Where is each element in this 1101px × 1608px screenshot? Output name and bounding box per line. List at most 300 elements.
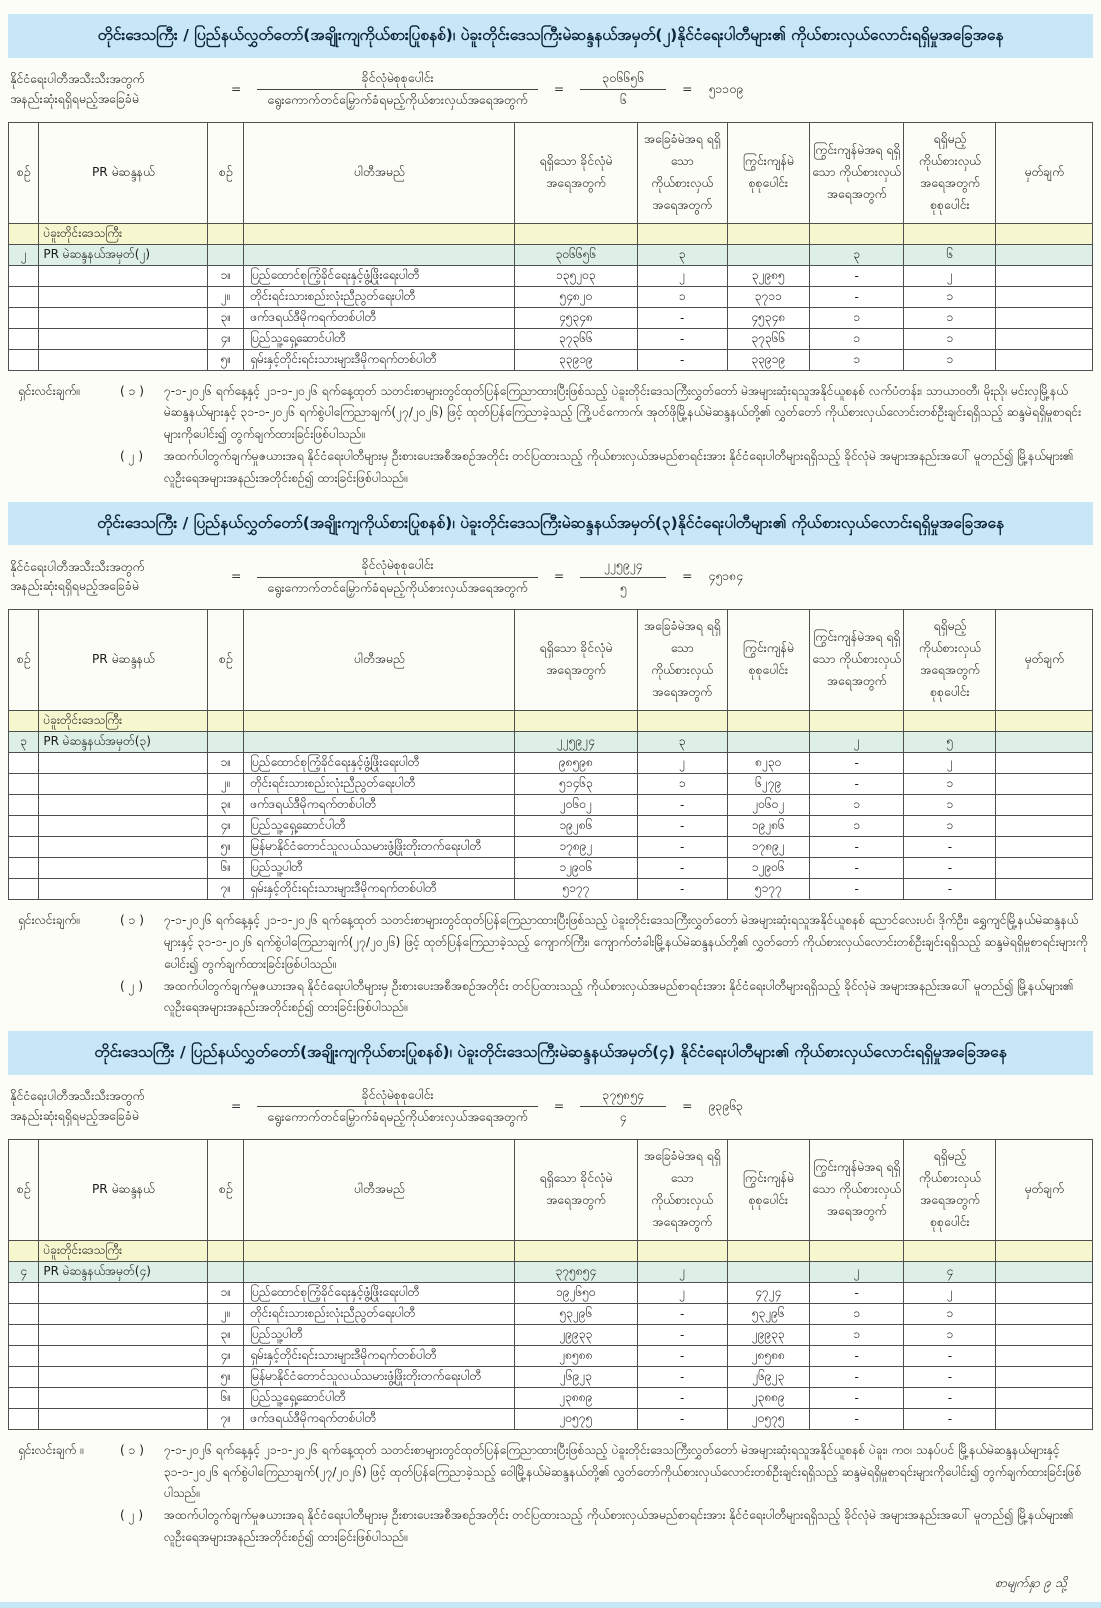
formula-fraction-values bbox=[580, 1085, 666, 1129]
serial-cell bbox=[9, 265, 39, 286]
quota-result-value: ၄၅၁၈၄ bbox=[708, 569, 744, 584]
table-row bbox=[9, 1303, 1093, 1324]
header-valid-votes: ရရှိသော ခိုင်လုံမဲအရေအတွက် bbox=[515, 122, 637, 223]
summary-total-reps-cell: ၆ bbox=[904, 244, 996, 265]
serial-cell bbox=[9, 774, 39, 795]
min-base-votes-formula bbox=[8, 549, 1093, 609]
remaining-reps-cell: - bbox=[810, 1387, 904, 1408]
region-name-cell: ပဲခူးတိုင်းဒေသကြီး bbox=[39, 1240, 208, 1261]
remark-cell bbox=[996, 349, 1093, 370]
remark-cell bbox=[996, 1282, 1093, 1303]
header-total-reps: ရရှိမည့် ကိုယ်စားလှယ် အရေအတွက် စုစုပေါင်း bbox=[904, 610, 996, 711]
party-name-cell: ပြည်သူ့ရှေ့ဆောင်ပါတီ bbox=[244, 816, 515, 837]
total-reps-cell: - bbox=[904, 1387, 996, 1408]
total-reps-cell: ၁ bbox=[904, 1324, 996, 1345]
remaining-reps-cell: - bbox=[810, 837, 904, 858]
remark-cell bbox=[996, 1303, 1093, 1324]
note-item bbox=[18, 976, 1089, 1020]
remaining-reps-cell: ၁ bbox=[810, 328, 904, 349]
region-row bbox=[9, 711, 1093, 732]
header-total-reps: ရရှိမည့် ကိုယ်စားလှယ် အရေအတွက် စုစုပေါင်း bbox=[904, 122, 996, 223]
base-reps-cell: - bbox=[637, 879, 727, 900]
table-row bbox=[9, 1324, 1093, 1345]
table-row bbox=[9, 265, 1093, 286]
summary-serial-cell: ၂ bbox=[9, 244, 39, 265]
remaining-votes-cell: ၃၃၉၁၉ bbox=[727, 349, 809, 370]
party-name-cell: ပြည်သူ့ရှေ့ဆောင်ပါတီ bbox=[244, 328, 515, 349]
remaining-reps-cell: ၁ bbox=[810, 1303, 904, 1324]
summary-base-reps-cell: ၂ bbox=[637, 1261, 727, 1282]
table-row bbox=[9, 1387, 1093, 1408]
note-text: ၇-၁-၂၀၂၆ ရက်နေ့နှင့် ၂၁-၁-၂၀၂၆ ရက်နေ့ထုတ် သတင်းစာများတွင်ထုတ်ပြန်ကြေညာထားပြီးဖြစ်သည့် ပဲခူးတိုင်းဒေသကြီးလွှတ်တော် မဲအများဆုံးရသူအနိုင်ယူစနစ် လက်ပံတန်း၊ သာယာဝတီ၊ မိုးညို၊ မင်းလှမြို့နယ် မဲဆန္ဒနယ်များနှင့် ၃၁-၁-၂၀၂၆ ရက်စွဲပါကြေညာချက်(၂၇/၂၀၂၆) ဖြင့် ထုတ်ပြန်ကြေညာခဲ့သည့် ကြို့ပင်ကောက်၊ အုတ်ဖိုမြို့နယ်မဲဆန္ဒနယ်တို့၏ လွှတ်တော် ကိုယ်စားလှယ်လောင်းတစ်ဦးချင်းရရှိသည့် ဆန္ဒမဲရရှိမှုစာရင်းများကိုပေါင်း၍ တွက်ချက်ထားခြင်းဖြစ်ပါသည်။ bbox=[164, 383, 1082, 442]
party-name-cell: တိုင်းရင်းသားစည်းလုံးညီညွတ်ရေးပါတီ bbox=[244, 774, 515, 795]
party-index-cell: ၄။ bbox=[208, 1345, 244, 1366]
header-party-name: ပါတီအမည် bbox=[244, 1140, 515, 1241]
section-title: တိုင်းဒေသကြီး / ပြည်နယ်လွှတ်တော်(အချိုးကျကိုယ်စားပြုစနစ်)၊ ပဲခူးတိုင်းဒေသကြီးမဲဆန္ဒနယ်အမှတ်(၄) နိုင်ငံရေးပါတီများ၏ ကိုယ်စားလှယ်လောင်းရရှိမှုအခြေအနေ bbox=[8, 1031, 1093, 1075]
table-row bbox=[9, 349, 1093, 370]
valid-votes-cell: ၂၀၅၇၅ bbox=[515, 1408, 637, 1429]
serial-cell bbox=[9, 286, 39, 307]
note-item bbox=[18, 1505, 1089, 1549]
remaining-votes-cell: ၄၇၂၄ bbox=[727, 1282, 809, 1303]
table-header-row bbox=[9, 1140, 1093, 1241]
base-reps-cell: - bbox=[637, 858, 727, 879]
remaining-votes-cell: ၁၂၉၀၆ bbox=[727, 858, 809, 879]
party-index-cell: ၁။ bbox=[208, 753, 244, 774]
summary-total-reps-cell: ၄ bbox=[904, 1261, 996, 1282]
valid-votes-cell: ၉၈၅၉၈ bbox=[515, 753, 637, 774]
summary-total-reps-cell: ၅ bbox=[904, 732, 996, 753]
serial-cell bbox=[9, 349, 39, 370]
party-index-cell: ၄။ bbox=[208, 328, 244, 349]
party-index-cell: ၇။ bbox=[208, 879, 244, 900]
header-serial2: စဉ် bbox=[208, 1140, 244, 1241]
table-row bbox=[9, 328, 1093, 349]
valid-votes-cell: ၃၇၃၆၆ bbox=[515, 328, 637, 349]
total-reps-cell: - bbox=[904, 1345, 996, 1366]
remaining-votes-cell: ၈၂၃၀ bbox=[727, 753, 809, 774]
constituency-cell bbox=[39, 1324, 208, 1345]
remaining-votes-cell: ၆၂၇၉ bbox=[727, 774, 809, 795]
party-name-cell: မြန်မာနိုင်ငံတောင်သူလယ်သမားဖွံ့ဖြိုးတိုးတက်ရေးပါတီ bbox=[244, 1366, 515, 1387]
total-reps-cell: ၁ bbox=[904, 286, 996, 307]
formula-fraction-words bbox=[257, 555, 538, 599]
remark-cell bbox=[996, 795, 1093, 816]
quota-result-value: ၅၁၁၀၉ bbox=[708, 81, 744, 96]
formula-lhs-line2: အနည်းဆုံးရရှိရမည့်အခြေခံမဲ bbox=[10, 1108, 139, 1123]
constituency-cell bbox=[39, 1345, 208, 1366]
table-row bbox=[9, 753, 1093, 774]
constituency-cell bbox=[39, 1282, 208, 1303]
table-row bbox=[9, 1408, 1093, 1429]
remaining-reps-cell: - bbox=[810, 1345, 904, 1366]
summary-remaining-reps-cell: ၃ bbox=[810, 244, 904, 265]
note-item bbox=[18, 381, 1089, 446]
valid-votes-cell: ၅၃၂၉၆ bbox=[515, 1303, 637, 1324]
party-name-cell: တိုင်းရင်းသားစည်းလုံးညီညွတ်ရေးပါတီ bbox=[244, 286, 515, 307]
results-table bbox=[8, 609, 1093, 900]
header-serial: စဉ် bbox=[9, 610, 39, 711]
remark-cell bbox=[996, 1387, 1093, 1408]
valid-votes-cell: ၃၃၉၁၉ bbox=[515, 349, 637, 370]
total-reps-cell: ၂ bbox=[904, 265, 996, 286]
table-row bbox=[9, 1282, 1093, 1303]
equals-sign: = bbox=[553, 1098, 565, 1113]
base-reps-cell: - bbox=[637, 349, 727, 370]
total-valid-votes-value: ၃၀၆၆၅၆ bbox=[602, 70, 644, 85]
note-number: ( ၁ ) bbox=[120, 383, 144, 398]
remark-cell bbox=[996, 265, 1093, 286]
seats-count-value: ၆ bbox=[580, 89, 666, 112]
region-name-cell: ပဲခူးတိုင်းဒေသကြီး bbox=[39, 711, 208, 732]
constituency-cell bbox=[39, 328, 208, 349]
header-valid-votes: ရရှိသော ခိုင်လုံမဲအရေအတွက် bbox=[515, 610, 637, 711]
formula-numerator-label: ခိုင်လုံမဲစုစုပေါင်း bbox=[361, 1087, 434, 1102]
party-name-cell: ဖက်ဒရယ်ဒီမိုကရက်တစ်ပါတီ bbox=[244, 795, 515, 816]
serial-cell bbox=[9, 1366, 39, 1387]
formula-fraction-words bbox=[257, 68, 538, 112]
party-index-cell: ၃။ bbox=[208, 1324, 244, 1345]
summary-serial-cell: ၄ bbox=[9, 1261, 39, 1282]
next-page-edge-strip bbox=[0, 1602, 1101, 1608]
total-reps-cell: - bbox=[904, 837, 996, 858]
valid-votes-cell: ၁၇၈၉၂ bbox=[515, 837, 637, 858]
base-reps-cell: - bbox=[637, 1366, 727, 1387]
explanation-notes bbox=[8, 900, 1093, 1021]
equals-sign: = bbox=[553, 81, 565, 96]
remaining-reps-cell: - bbox=[810, 858, 904, 879]
remaining-votes-cell: ၂၉၉၃၃ bbox=[727, 1324, 809, 1345]
remark-cell bbox=[996, 286, 1093, 307]
min-base-votes-formula bbox=[8, 62, 1093, 122]
serial-cell bbox=[9, 795, 39, 816]
total-reps-cell: ၁ bbox=[904, 307, 996, 328]
min-base-votes-formula bbox=[8, 1079, 1093, 1139]
summary-constituency-cell: PR မဲဆန္ဒနယ်အမှတ်(၄) bbox=[39, 1261, 208, 1282]
notes-label: ရှင်းလင်းချက် ။ bbox=[18, 1442, 84, 1457]
constituency-cell bbox=[39, 286, 208, 307]
remaining-votes-cell: ၂၆၉၂၃ bbox=[727, 1366, 809, 1387]
total-reps-cell: ၂ bbox=[904, 1282, 996, 1303]
equals-sign: = bbox=[682, 81, 693, 96]
constituency-cell bbox=[39, 1387, 208, 1408]
party-index-cell: ၂။ bbox=[208, 1303, 244, 1324]
remaining-reps-cell: - bbox=[810, 286, 904, 307]
remaining-reps-cell: - bbox=[810, 265, 904, 286]
formula-lhs-line2: အနည်းဆုံးရရှိရမည့်အခြေခံမဲ bbox=[10, 91, 139, 106]
formula-lhs-line1: နိုင်ငံရေးပါတီအသီးသီးအတွက် bbox=[10, 1089, 145, 1104]
header-remark: မှတ်ချက် bbox=[996, 122, 1093, 223]
base-reps-cell: ၂ bbox=[637, 265, 727, 286]
constituency-cell bbox=[39, 795, 208, 816]
constituency-cell bbox=[39, 858, 208, 879]
note-text: ၇-၁-၂၀၂၆ ရက်နေ့နှင့် ၂၁-၁-၂၀၂၆ ရက်နေ့ထုတ် သတင်းစာများတွင်ထုတ်ပြန်ကြေညာထားပြီးဖြစ်သည့် ပဲခူးတိုင်းဒေသကြီးလွှတ်တော် မဲအများဆုံးရသူအနိုင်ယူစနစ် ညောင်လေးပင်၊ ဒိုက်ဦး၊ ရွှေကျင်မြို့နယ်မဲဆန္ဒနယ်များနှင့် ၃၁-၁-၂၀၂၆ ရက်စွဲပါကြေညာချက်(၂၇/၂၀၂၆) ဖြင့် ထုတ်ပြန်ကြေညာခဲ့သည့် ကျောက်ကြီး၊ ကျောက်တံခါးမြို့နယ်မဲဆန္ဒနယ်တို့၏ လွှတ်တော် ကိုယ်စားလှယ်လောင်းတစ်ဦးချင်းရရှိသည့် ဆန္ဒမဲရရှိမှုစာရင်းများကိုပေါင်း၍ တွက်ချက်ထားခြင်းဖြစ်ပါသည်။ bbox=[164, 913, 1088, 971]
formula-fraction-values bbox=[580, 555, 666, 599]
valid-votes-cell: ၂၈၅၈၈ bbox=[515, 1345, 637, 1366]
note-number: ( ၂ ) bbox=[120, 1508, 144, 1523]
remark-cell bbox=[996, 1324, 1093, 1345]
party-index-cell: ၅။ bbox=[208, 837, 244, 858]
total-reps-cell: ၁ bbox=[904, 795, 996, 816]
party-index-cell: ၂။ bbox=[208, 774, 244, 795]
section-title: တိုင်းဒေသကြီး / ပြည်နယ်လွှတ်တော်(အချိုးကျကိုယ်စားပြုစနစ်)၊ ပဲခူးတိုင်းဒေသကြီးမဲဆန္ဒနယ်အမှတ်(၃)နိုင်ငံရေးပါတီများ၏ ကိုယ်စားလှယ်လောင်းရရှိမှုအခြေအနေ bbox=[8, 502, 1093, 546]
remark-cell bbox=[996, 1345, 1093, 1366]
formula-fraction-values bbox=[580, 68, 666, 112]
party-name-cell: ပြည်ထောင်စုကြံ့ခိုင်ရေးနှင့်ဖွံ့ဖြိုးရေးပါတီ bbox=[244, 1282, 515, 1303]
party-index-cell: ၃။ bbox=[208, 307, 244, 328]
formula-lhs-line2: အနည်းဆုံးရရှိရမည့်အခြေခံမဲ bbox=[10, 579, 139, 594]
base-reps-cell: - bbox=[637, 816, 727, 837]
remark-cell bbox=[996, 837, 1093, 858]
summary-valid-votes-cell: ၃၇၅၈၅၄ bbox=[515, 1261, 637, 1282]
total-reps-cell: - bbox=[904, 1366, 996, 1387]
valid-votes-cell: ၂၉၉၃၃ bbox=[515, 1324, 637, 1345]
formula-denominator-label: ရွေးကောက်တင်မြှောက်ခံရမည့်ကိုယ်စားလှယ်အရေအတွက် bbox=[257, 89, 538, 112]
header-pr-constituency: PR မဲဆန္ဒနယ် bbox=[39, 1140, 208, 1241]
constituency-cell bbox=[39, 816, 208, 837]
note-text: ၇-၁-၂၀၂၆ ရက်နေ့နှင့် ၂၁-၁-၂၀၂၆ ရက်နေ့ထုတ် သတင်းစာများတွင်ထုတ်ပြန်ကြေညာထားပြီးဖြစ်သည့် ပဲခူးတိုင်းဒေသကြီးလွှတ်တော် မဲအများဆုံးရသူအနိုင်ယူစနစ် ပဲခူး၊ ကဝ၊ သနပ်ပင် မြို့နယ်မဲဆန္ဒနယ်များနှင့် ၃၁-၁-၂၀၂၆ ရက်စွဲပါကြေညာချက်(၂၇/၂၀၂၆) ဖြင့် ထုတ်ပြန်ကြေညာခဲ့သည့် ဝေါမြို့နယ်မဲဆန္ဒနယ်တို့၏ လွှတ်တော်ကိုယ်စားလှယ်လောင်းတစ်ဦးချင်းရရှိသည့် ဆန္ဒမဲရရှိမှုစာရင်းများကိုပေါင်း၍ တွက်ချက်ထားခြင်းဖြစ်ပါသည်။ bbox=[164, 1442, 1082, 1501]
remaining-votes-cell: ၂၀၆၀၂ bbox=[727, 795, 809, 816]
party-index-cell: ၇။ bbox=[208, 1408, 244, 1429]
formula-denominator-label: ရွေးကောက်တင်မြှောက်ခံရမည့်ကိုယ်စားလှယ်အရေအတွက် bbox=[257, 1106, 538, 1129]
remark-cell bbox=[996, 816, 1093, 837]
table-row bbox=[9, 1345, 1093, 1366]
remaining-reps-cell: - bbox=[810, 879, 904, 900]
equals-sign: = bbox=[231, 1098, 242, 1113]
serial-cell bbox=[9, 307, 39, 328]
header-serial: စဉ် bbox=[9, 1140, 39, 1241]
table-row bbox=[9, 286, 1093, 307]
party-name-cell: ပြည်သူ့ရှေ့ဆောင်ပါတီ bbox=[244, 1387, 515, 1408]
base-reps-cell: - bbox=[637, 1387, 727, 1408]
serial-cell bbox=[9, 858, 39, 879]
serial-cell bbox=[9, 816, 39, 837]
section-constituency-4 bbox=[8, 1031, 1093, 1551]
equals-sign: = bbox=[231, 81, 242, 96]
note-number: ( ၂ ) bbox=[120, 449, 144, 464]
section-constituency-3 bbox=[8, 502, 1093, 1022]
remaining-reps-cell: - bbox=[810, 1366, 904, 1387]
note-item bbox=[18, 910, 1089, 975]
total-reps-cell: ၁ bbox=[904, 816, 996, 837]
total-reps-cell: - bbox=[904, 858, 996, 879]
header-remaining-votes: ကြွင်းကျန်မဲ စုစုပေါင်း bbox=[727, 122, 809, 223]
total-reps-cell: - bbox=[904, 879, 996, 900]
party-index-cell: ၅။ bbox=[208, 349, 244, 370]
region-row bbox=[9, 1240, 1093, 1261]
table-row bbox=[9, 795, 1093, 816]
explanation-notes bbox=[8, 371, 1093, 492]
remaining-votes-cell: ၂၀၅၇၅ bbox=[727, 1408, 809, 1429]
summary-valid-votes-cell: ၂၂၅၉၂၄ bbox=[515, 732, 637, 753]
formula-lhs-label bbox=[10, 1087, 215, 1126]
total-reps-cell: ၂ bbox=[904, 753, 996, 774]
constituency-cell bbox=[39, 1303, 208, 1324]
total-reps-cell: ၁ bbox=[904, 349, 996, 370]
table-row bbox=[9, 858, 1093, 879]
party-index-cell: ၆။ bbox=[208, 858, 244, 879]
party-name-cell: မြန်မာနိုင်ငံတောင်သူလယ်သမားဖွံ့ဖြိုးတိုးတက်ရေးပါတီ bbox=[244, 837, 515, 858]
constituency-summary-row bbox=[9, 244, 1093, 265]
equals-sign: = bbox=[553, 569, 565, 584]
valid-votes-cell: ၁၉၂၈၆ bbox=[515, 816, 637, 837]
remark-cell bbox=[996, 328, 1093, 349]
constituency-cell bbox=[39, 837, 208, 858]
remaining-votes-cell: ၂၃၈၈၉ bbox=[727, 1387, 809, 1408]
table-row bbox=[9, 774, 1093, 795]
header-remark: မှတ်ချက် bbox=[996, 1140, 1093, 1241]
header-base-reps: အခြေခံမဲအရ ရရှိသော ကိုယ်စားလှယ် အရေအတွက် bbox=[637, 1140, 727, 1241]
remark-cell bbox=[996, 753, 1093, 774]
header-pr-constituency: PR မဲဆန္ဒနယ် bbox=[39, 122, 208, 223]
summary-remaining-reps-cell: ၂ bbox=[810, 1261, 904, 1282]
remaining-reps-cell: - bbox=[810, 1408, 904, 1429]
note-text: အထက်ပါတွက်ချက်မှုဇယားအရ နိုင်ငံရေးပါတီများမှ ဦးစားပေးအစီအစဉ်အတိုင်း တင်ပြထားသည့် ကိုယ်စားလှယ်အမည်စာရင်းအား နိုင်ငံရေးပါတီများရရှိသည့် ခိုင်လုံမဲ အများအနည်းအပေါ် မူတည်၍ မြို့နယ်များ၏ လူဦးရေအများအနည်းအတိုင်းစဉ်၍ ထားခြင်းဖြစ်ပါသည်။ bbox=[164, 449, 1074, 485]
party-name-cell: ပြည်သူ့ပါတီ bbox=[244, 858, 515, 879]
base-reps-cell: ၂ bbox=[637, 753, 727, 774]
valid-votes-cell: ၄၅၃၄၈ bbox=[515, 307, 637, 328]
remark-cell bbox=[996, 1366, 1093, 1387]
constituency-cell bbox=[39, 307, 208, 328]
constituency-summary-row bbox=[9, 1261, 1093, 1282]
note-text: အထက်ပါတွက်ချက်မှုဇယားအရ နိုင်ငံရေးပါတီများမှ ဦးစားပေးအစီအစဉ်အတိုင်း တင်ပြထားသည့် ကိုယ်စားလှယ်အမည်စာရင်းအား နိုင်ငံရေးပါတီများရရှိသည့် ခိုင်လုံမဲ အများအနည်းအပေါ် မူတည်၍ မြို့နယ်များ၏ လူဦးရေအများအနည်းအတိုင်းစဉ်၍ ထားခြင်းဖြစ်ပါသည်။ bbox=[164, 978, 1074, 1015]
valid-votes-cell: ၁၃၅၂၀၃ bbox=[515, 265, 637, 286]
note-number: ( ၁ ) bbox=[120, 1442, 144, 1457]
summary-base-reps-cell: ၃ bbox=[637, 732, 727, 753]
section-constituency-2 bbox=[8, 14, 1093, 492]
party-name-cell: တိုင်းရင်းသားစည်းလုံးညီညွတ်ရေးပါတီ bbox=[244, 1303, 515, 1324]
formula-numerator-label: ခိုင်လုံမဲစုစုပေါင်း bbox=[361, 70, 434, 85]
serial-cell bbox=[9, 879, 39, 900]
party-name-cell: ရှမ်းနှင့်တိုင်းရင်းသားများဒီမိုကရက်တစ်ပါတီ bbox=[244, 349, 515, 370]
total-valid-votes-value: ၃၇၅၈၅၄ bbox=[602, 1087, 644, 1102]
region-name-cell: ပဲခူးတိုင်းဒေသကြီး bbox=[39, 223, 208, 244]
remaining-reps-cell: ၁ bbox=[810, 795, 904, 816]
header-base-reps: အခြေခံမဲအရ ရရှိသော ကိုယ်စားလှယ် အရေအတွက် bbox=[637, 610, 727, 711]
continued-page-note: စာမျက်နှာ ၉ သို့ bbox=[994, 1574, 1067, 1590]
region-row bbox=[9, 223, 1093, 244]
header-remaining-votes: ကြွင်းကျန်မဲ စုစုပေါင်း bbox=[727, 1140, 809, 1241]
formula-numerator-label: ခိုင်လုံမဲစုစုပေါင်း bbox=[361, 558, 434, 573]
note-text: အထက်ပါတွက်ချက်မှုဇယားအရ နိုင်ငံရေးပါတီများမှ ဦးစားပေးအစီအစဉ်အတိုင်း တင်ပြထားသည့် ကိုယ်စားလှယ်အမည်စာရင်းအား နိုင်ငံရေးပါတီများရရှိသည့် ခိုင်လုံမဲ အများအနည်းအပေါ် မူတည်၍ မြို့နယ်များ၏ လူဦးရေအများအနည်းအတိုင်းစဉ်၍ ထားခြင်းဖြစ်ပါသည်။ bbox=[164, 1508, 1074, 1544]
remaining-reps-cell: ၁ bbox=[810, 1324, 904, 1345]
party-name-cell: ပြည်သူ့ပါတီ bbox=[244, 1324, 515, 1345]
remaining-votes-cell: ၃၂၉၈၅ bbox=[727, 265, 809, 286]
base-reps-cell: - bbox=[637, 307, 727, 328]
header-party-name: ပါတီအမည် bbox=[244, 122, 515, 223]
party-index-cell: ၄။ bbox=[208, 816, 244, 837]
summary-constituency-cell: PR မဲဆန္ဒနယ်အမှတ်(၂) bbox=[39, 244, 208, 265]
summary-valid-votes-cell: ၃၀၆၆၅၆ bbox=[515, 244, 637, 265]
equals-sign: = bbox=[682, 1098, 693, 1113]
summary-constituency-cell: PR မဲဆန္ဒနယ်အမှတ်(၃) bbox=[39, 732, 208, 753]
party-index-cell: ၂။ bbox=[208, 286, 244, 307]
serial-cell bbox=[9, 328, 39, 349]
explanation-notes bbox=[8, 1430, 1093, 1551]
total-reps-cell: ၁ bbox=[904, 1303, 996, 1324]
formula-fraction-words bbox=[257, 1085, 538, 1129]
party-name-cell: ရှမ်းနှင့်တိုင်းရင်းသားများဒီမိုကရက်တစ်ပါတီ bbox=[244, 879, 515, 900]
formula-lhs-line1: နိုင်ငံရေးပါတီအသီးသီးအတွက် bbox=[10, 559, 145, 574]
constituency-cell bbox=[39, 265, 208, 286]
party-index-cell: ၁။ bbox=[208, 265, 244, 286]
valid-votes-cell: ၁၂၉၀၆ bbox=[515, 858, 637, 879]
base-reps-cell: - bbox=[637, 837, 727, 858]
summary-remaining-votes-cell bbox=[727, 732, 809, 753]
party-name-cell: ရှမ်းနှင့်တိုင်းရင်းသားများဒီမိုကရက်တစ်ပါတီ bbox=[244, 1345, 515, 1366]
remaining-votes-cell: ၃၇၃၆၆ bbox=[727, 328, 809, 349]
notes-label: ရှင်းလင်းချက်။ bbox=[18, 383, 81, 398]
serial-cell bbox=[9, 1282, 39, 1303]
header-remaining-votes: ကြွင်းကျန်မဲ စုစုပေါင်း bbox=[727, 610, 809, 711]
total-valid-votes-value: ၂၂၅၉၂၄ bbox=[603, 558, 643, 573]
valid-votes-cell: ၁၉၂၆၅၀ bbox=[515, 1282, 637, 1303]
summary-remaining-reps-cell: ၂ bbox=[810, 732, 904, 753]
table-header-row bbox=[9, 610, 1093, 711]
header-party-name: ပါတီအမည် bbox=[244, 610, 515, 711]
party-name-cell: ပြည်ထောင်စုကြံ့ခိုင်ရေးနှင့်ဖွံ့ဖြိုးရေးပါတီ bbox=[244, 265, 515, 286]
table-row bbox=[9, 1366, 1093, 1387]
valid-votes-cell: ၅၁၇၇ bbox=[515, 879, 637, 900]
remaining-reps-cell: ၁ bbox=[810, 307, 904, 328]
base-reps-cell: - bbox=[637, 795, 727, 816]
equals-sign: = bbox=[682, 569, 693, 584]
remark-cell bbox=[996, 858, 1093, 879]
header-base-reps: အခြေခံမဲအရ ရရှိသော ကိုယ်စားလှယ် အရေအတွက် bbox=[637, 122, 727, 223]
base-reps-cell: ၁ bbox=[637, 286, 727, 307]
serial-cell bbox=[9, 1345, 39, 1366]
valid-votes-cell: ၂၃၈၈၉ bbox=[515, 1387, 637, 1408]
header-serial: စဉ် bbox=[9, 122, 39, 223]
total-reps-cell: - bbox=[904, 1408, 996, 1429]
remaining-votes-cell: ၅၁၇၇ bbox=[727, 879, 809, 900]
party-index-cell: ၆။ bbox=[208, 1387, 244, 1408]
results-table bbox=[8, 122, 1093, 371]
valid-votes-cell: ၅၁၄၆၃ bbox=[515, 774, 637, 795]
base-reps-cell: - bbox=[637, 1324, 727, 1345]
remaining-votes-cell: ၁၉၂၈၆ bbox=[727, 816, 809, 837]
remaining-votes-cell: ၅၃၂၉၆ bbox=[727, 1303, 809, 1324]
header-total-reps: ရရှိမည့် ကိုယ်စားလှယ် အရေအတွက် စုစုပေါင်း bbox=[904, 1140, 996, 1241]
formula-denominator-label: ရွေးကောက်တင်မြှောက်ခံရမည့်ကိုယ်စားလှယ်အရေအတွက် bbox=[257, 577, 538, 600]
remaining-votes-cell: ၃၇၁၁ bbox=[727, 286, 809, 307]
formula-lhs-label bbox=[10, 70, 215, 109]
party-index-cell: ၁။ bbox=[208, 1282, 244, 1303]
header-remark: မှတ်ချက် bbox=[996, 610, 1093, 711]
note-item bbox=[18, 1440, 1089, 1505]
note-number: ( ၁ ) bbox=[120, 913, 144, 928]
base-reps-cell: ၁ bbox=[637, 774, 727, 795]
table-row bbox=[9, 816, 1093, 837]
remaining-votes-cell: ၂၈၅၈၈ bbox=[727, 1345, 809, 1366]
seats-count-value: ၄ bbox=[580, 1106, 666, 1129]
party-name-cell: ဖက်ဒရယ်ဒီမိုကရက်တစ်ပါတီ bbox=[244, 307, 515, 328]
party-index-cell: ၅။ bbox=[208, 1366, 244, 1387]
note-number: ( ၂ ) bbox=[120, 978, 144, 993]
notes-label: ရှင်းလင်းချက်။ bbox=[18, 913, 81, 928]
valid-votes-cell: ၂၆၉၂၃ bbox=[515, 1366, 637, 1387]
remaining-votes-cell: ၁၇၈၉၂ bbox=[727, 837, 809, 858]
base-reps-cell: ၂ bbox=[637, 1282, 727, 1303]
seats-count-value: ၅ bbox=[580, 577, 666, 600]
remaining-reps-cell: - bbox=[810, 753, 904, 774]
valid-votes-cell: ၂၀၆၀၂ bbox=[515, 795, 637, 816]
equals-sign: = bbox=[231, 569, 242, 584]
base-reps-cell: - bbox=[637, 1408, 727, 1429]
party-index-cell: ၃။ bbox=[208, 795, 244, 816]
results-table bbox=[8, 1139, 1093, 1430]
table-row bbox=[9, 837, 1093, 858]
